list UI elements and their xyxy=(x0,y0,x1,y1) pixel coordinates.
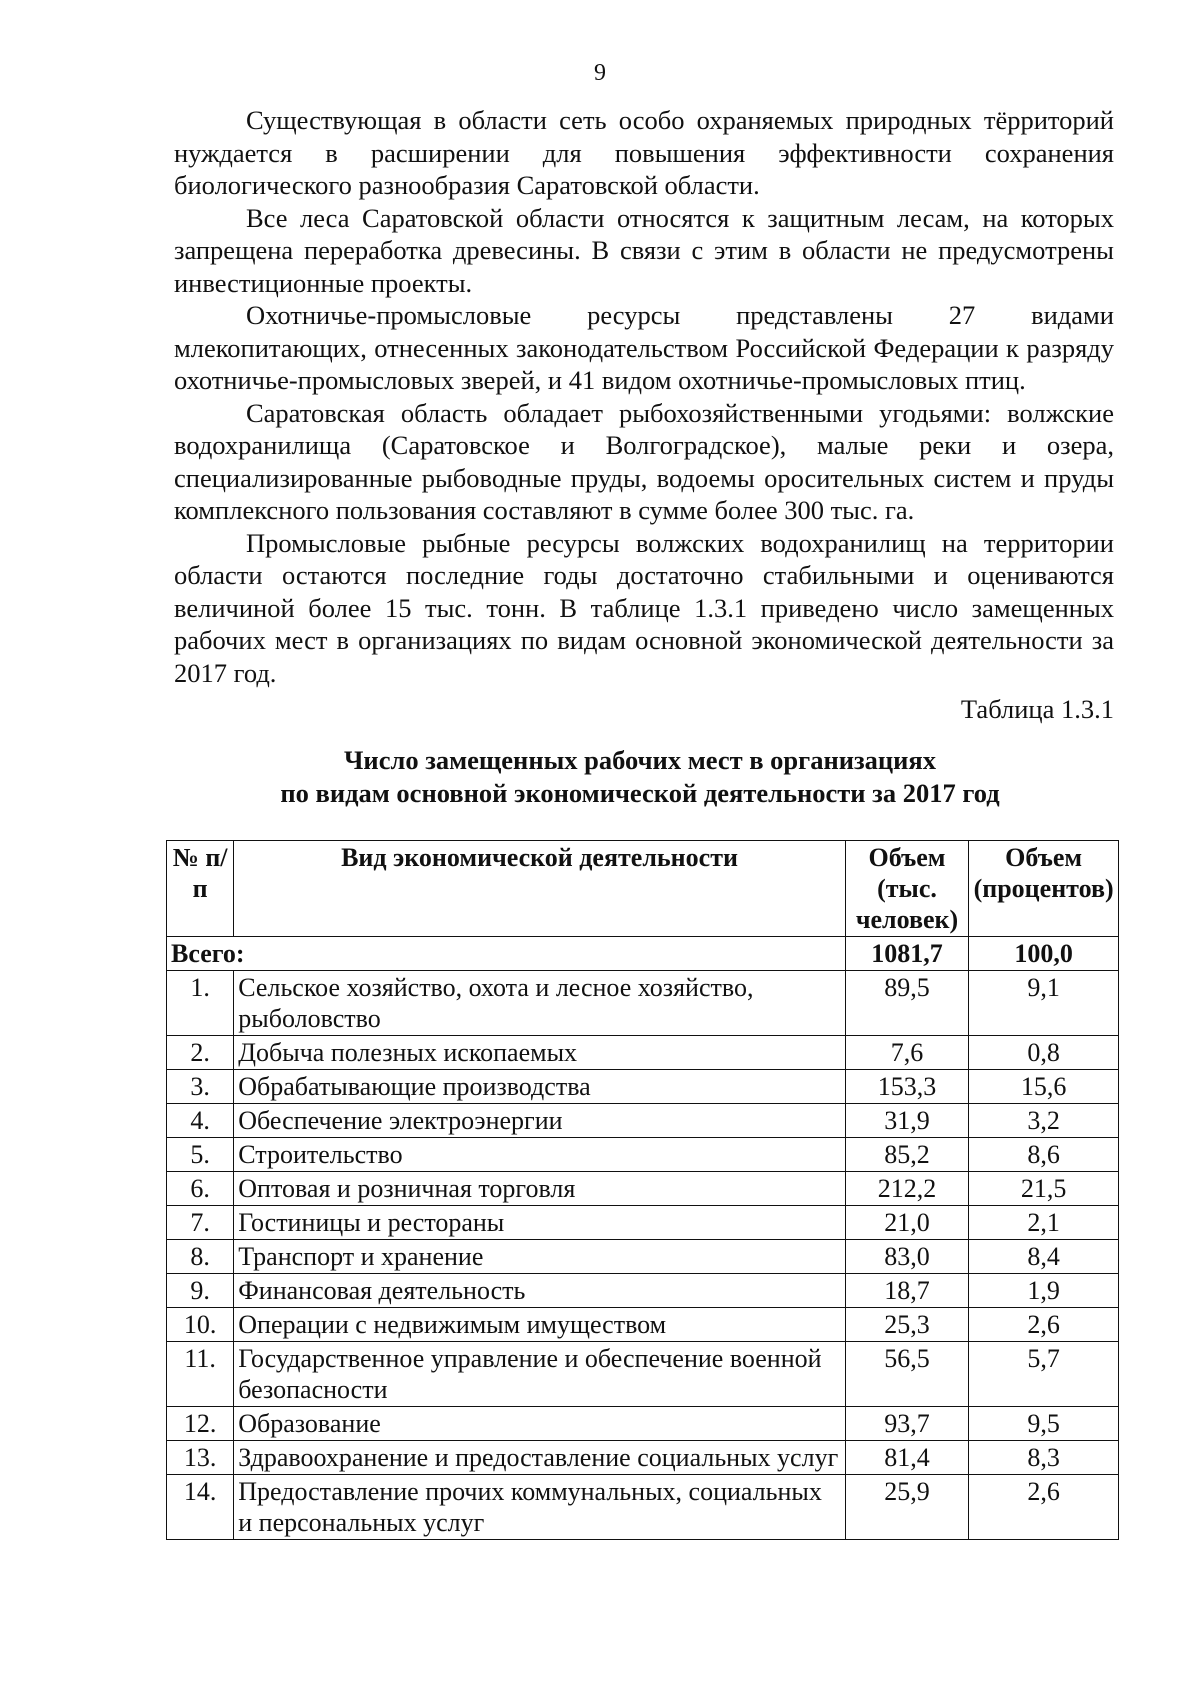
table-caption: Таблица 1.3.1 xyxy=(960,694,1114,724)
paragraph: Промысловые рыбные ресурсы волжских водохранилищ на территории области остаются последние годы достаточно стабильными и оцениваются величиной более 15 тыс. тонн. В таблице 1.3.1 приведено число замещенных рабочих мест в организациях по видам основной экономической деятельности за 2017 год. xyxy=(174,527,1114,688)
table-row xyxy=(167,1308,1119,1342)
row-percent: 2,1 xyxy=(969,1206,1119,1240)
table-header-row xyxy=(167,841,1119,937)
total-volume: 1081,7 xyxy=(845,937,969,971)
table-row xyxy=(167,1138,1119,1172)
row-percent: 9,1 xyxy=(969,971,1119,1036)
row-volume: 153,3 xyxy=(845,1070,969,1104)
table-row xyxy=(167,1240,1119,1274)
row-activity: Предоставление прочих коммунальных, социальных и персональных услуг xyxy=(234,1475,846,1540)
row-number: 14. xyxy=(167,1475,234,1540)
row-percent: 15,6 xyxy=(969,1070,1119,1104)
header-volume: Объем (тыс. человек) xyxy=(845,841,969,937)
table-title-line: по видам основной экономической деятельности за 2017 год xyxy=(280,778,1000,808)
row-number: 3. xyxy=(167,1070,234,1104)
row-volume: 81,4 xyxy=(845,1441,969,1475)
row-number: 8. xyxy=(167,1240,234,1274)
row-number: 5. xyxy=(167,1138,234,1172)
row-number: 9. xyxy=(167,1274,234,1308)
row-volume: 31,9 xyxy=(845,1104,969,1138)
table-row xyxy=(167,1441,1119,1475)
row-volume: 25,9 xyxy=(845,1475,969,1540)
row-volume: 7,6 xyxy=(845,1036,969,1070)
table-row xyxy=(167,1172,1119,1206)
table-title-line: Число замещенных рабочих мест в организациях xyxy=(343,745,937,775)
paragraph: Все леса Саратовской области относятся к защитным лесам, на которых запрещена переработка древесины. В связи с этим в области не предусмотрены инвестиционные проекты. xyxy=(174,202,1114,298)
row-activity: Транспорт и хранение xyxy=(234,1240,846,1274)
row-activity: Здравоохранение и предоставление социальных услуг xyxy=(234,1441,846,1475)
table-row xyxy=(167,1342,1119,1407)
row-percent: 2,6 xyxy=(969,1475,1119,1540)
body-text xyxy=(174,104,1114,726)
header-num: № п/п xyxy=(167,841,234,937)
row-activity: Финансовая деятельность xyxy=(234,1274,846,1308)
total-label: Всего: xyxy=(167,937,846,971)
row-activity: Обрабатывающие производства xyxy=(234,1070,846,1104)
row-number: 6. xyxy=(167,1172,234,1206)
table-row xyxy=(167,1070,1119,1104)
table-row xyxy=(167,1036,1119,1070)
table-row xyxy=(167,1206,1119,1240)
row-percent: 2,6 xyxy=(969,1308,1119,1342)
header-activity: Вид экономической деятельности xyxy=(234,841,846,937)
row-percent: 0,8 xyxy=(969,1036,1119,1070)
row-activity: Сельское хозяйство, охота и лесное хозяйство, рыболовство xyxy=(234,971,846,1036)
row-volume: 83,0 xyxy=(845,1240,969,1274)
table-row xyxy=(167,1274,1119,1308)
row-percent: 8,3 xyxy=(969,1441,1119,1475)
row-number: 13. xyxy=(167,1441,234,1475)
row-activity: Гостиницы и рестораны xyxy=(234,1206,846,1240)
paragraph: Саратовская область обладает рыбохозяйственными угодьями: волжские водохранилища (Саратовское и Волгоградское), малые реки и озера, специализированные рыбоводные пруды, водоемы оросительных систем и пруды комплексного пользования составляют в сумме более 300 тыс. га. xyxy=(174,397,1114,525)
total-row xyxy=(167,937,1119,971)
row-percent: 1,9 xyxy=(969,1274,1119,1308)
row-percent: 9,5 xyxy=(969,1407,1119,1441)
row-volume: 18,7 xyxy=(845,1274,969,1308)
row-number: 11. xyxy=(167,1342,234,1407)
row-activity: Оптовая и розничная торговля xyxy=(234,1172,846,1206)
row-activity: Обеспечение электроэнергии xyxy=(234,1104,846,1138)
row-volume: 93,7 xyxy=(845,1407,969,1441)
row-percent: 8,6 xyxy=(969,1138,1119,1172)
row-number: 4. xyxy=(167,1104,234,1138)
table-row xyxy=(167,1475,1119,1540)
row-volume: 21,0 xyxy=(845,1206,969,1240)
row-activity: Добыча полезных ископаемых xyxy=(234,1036,846,1070)
table-title xyxy=(170,744,1110,810)
row-number: 2. xyxy=(167,1036,234,1070)
paragraph: Охотничье-промысловые ресурсы представлены 27 видами млекопитающих, отнесенных законодательством Российской Федерации к разряду охотничье-промысловых зверей, и 41 видом охотничье-промысловых птиц. xyxy=(174,300,1114,395)
row-number: 12. xyxy=(167,1407,234,1441)
total-percent: 100,0 xyxy=(969,937,1119,971)
row-activity: Государственное управление и обеспечение военной безопасности xyxy=(234,1342,846,1407)
row-number: 1. xyxy=(167,971,234,1036)
row-activity: Образование xyxy=(234,1407,846,1441)
row-percent: 8,4 xyxy=(969,1240,1119,1274)
row-volume: 212,2 xyxy=(845,1172,969,1206)
row-percent: 3,2 xyxy=(969,1104,1119,1138)
row-volume: 89,5 xyxy=(845,971,969,1036)
row-percent: 5,7 xyxy=(969,1342,1119,1407)
table-row xyxy=(167,1407,1119,1441)
employment-table xyxy=(166,840,1119,1540)
row-volume: 85,2 xyxy=(845,1138,969,1172)
row-volume: 25,3 xyxy=(845,1308,969,1342)
header-percent: Объем (процентов) xyxy=(969,841,1119,937)
page-number: 9 xyxy=(594,60,606,86)
row-volume: 56,5 xyxy=(845,1342,969,1407)
table-row xyxy=(167,1104,1119,1138)
row-activity: Строительство xyxy=(234,1138,846,1172)
row-number: 7. xyxy=(167,1206,234,1240)
row-number: 10. xyxy=(167,1308,234,1342)
row-activity: Операции с недвижимым имуществом xyxy=(234,1308,846,1342)
row-percent: 21,5 xyxy=(969,1172,1119,1206)
paragraph: Существующая в области сеть особо охраняемых природных тёрриторий нуждается в расширении для повышения эффективности сохранения биологического разнообразия Саратовской области. xyxy=(174,105,1114,200)
table-row xyxy=(167,971,1119,1036)
